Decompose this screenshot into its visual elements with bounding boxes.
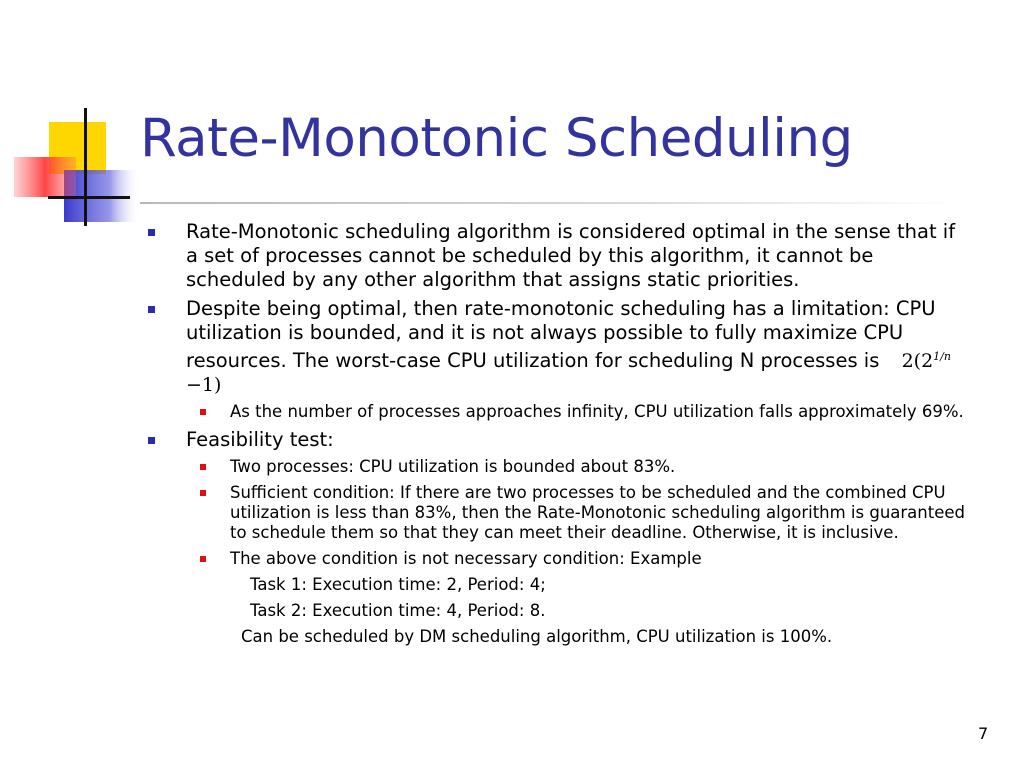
square-bullet-icon — [148, 306, 155, 313]
square-bullet-icon — [148, 229, 155, 236]
slide-title: Rate-Monotonic Scheduling — [140, 108, 853, 169]
formula-tail: −1) — [186, 374, 222, 396]
bullet-text: Feasibility test: — [186, 428, 334, 451]
square-bullet-icon — [200, 556, 206, 562]
bullet-optimality — [148, 220, 968, 292]
square-bullet-icon — [200, 490, 206, 496]
formula-exponent: 1/n — [933, 350, 951, 363]
subbullet-sufficient-condition — [148, 483, 968, 543]
example-conclusion: Can be scheduled by DM scheduling algorithm, CPU utilization is 100%. — [241, 627, 833, 646]
subbullet-two-processes — [148, 457, 968, 477]
formula-base: 2(2 — [901, 350, 934, 372]
subbullet-infinity — [148, 402, 968, 422]
page-number: 7 — [978, 724, 989, 743]
slide-body — [148, 220, 968, 653]
subbullet-text: The above condition is not necessary condition: Example — [230, 549, 702, 568]
bullet-text: Despite being optimal, then rate-monotonic scheduling has a limitation: CPU utilization is bounded, and it is not always possible to fully maximize CPU resources. The worst-case CPU utilization for scheduling N processes is — [186, 297, 936, 372]
title-divider — [140, 202, 960, 204]
subbullet-text: Sufficient condition: If there are two processes to be scheduled and the combined CPU utilization is less than 83%, then the Rate-Monotonic scheduling algorithm is guaranteed to schedule them so that they can meet their deadline. Otherwise, it is inclusive. — [230, 483, 965, 542]
bullet-feasibility — [148, 428, 968, 452]
corner-decoration — [0, 0, 140, 240]
square-bullet-icon — [200, 464, 206, 470]
subbullet-text: As the number of processes approaches infinity, CPU utilization falls approximately 69%. — [230, 402, 964, 421]
example-task-2: Task 2: Execution time: 4, Period: 8. — [250, 601, 546, 620]
example-task-1: Task 1: Execution time: 2, Period: 4; — [250, 575, 546, 594]
square-bullet-icon — [148, 437, 155, 444]
bullet-limitation — [148, 297, 968, 397]
bullet-text: Rate-Monotonic scheduling algorithm is considered optimal in the sense that if a set of processes cannot be scheduled by this algorithm, it cannot be scheduled by any other algorithm that assigns static priorities. — [186, 220, 956, 291]
subbullet-not-necessary — [148, 549, 968, 569]
subbullet-text: Two processes: CPU utilization is bounded about 83%. — [230, 457, 676, 476]
square-bullet-icon — [200, 409, 206, 415]
